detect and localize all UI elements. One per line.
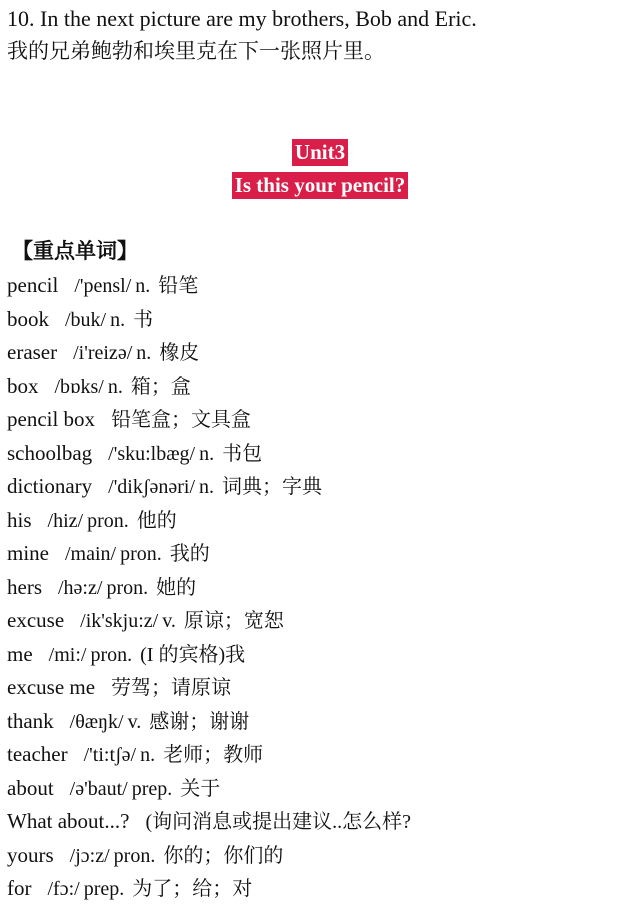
vocab-item	[7, 337, 633, 371]
vocab-word: box	[7, 373, 39, 398]
vocab-item	[7, 672, 633, 706]
vocab-item	[7, 471, 633, 505]
vocab-meaning: 橡皮	[159, 342, 200, 364]
vocab-word: pencil	[7, 273, 59, 297]
vocab-word: What about...?	[7, 809, 130, 833]
vocab-meaning: 书包	[222, 442, 263, 465]
vocab-meaning: 箱；盒	[130, 375, 191, 398]
vocab-phonetic: /'pensl/	[74, 275, 132, 297]
vocab-word: me	[7, 641, 33, 666]
vocab-part-of-speech: n.	[199, 442, 215, 465]
vocab-word: excuse	[7, 608, 65, 632]
vocab-word: book	[7, 306, 49, 331]
vocab-item	[7, 404, 633, 438]
vocab-part-of-speech: n.	[110, 308, 126, 331]
vocab-part-of-speech: n.	[199, 476, 215, 498]
vocab-item	[7, 538, 633, 572]
unit-subtitle-block	[0, 172, 640, 199]
vocab-item	[7, 840, 633, 874]
unit-title: Unit3	[292, 139, 348, 166]
vocab-word: hers	[7, 574, 42, 599]
vocab-word: dictionary	[7, 474, 93, 498]
vocab-word: his	[7, 507, 32, 532]
vocab-meaning: 书	[133, 308, 154, 331]
vocab-meaning: 他的	[136, 509, 177, 532]
vocab-phonetic: /main/	[65, 543, 117, 565]
vocab-part-of-speech: pron.	[87, 509, 129, 532]
vocab-meaning: 关于	[180, 777, 221, 800]
vocab-phonetic: /hə:z/	[58, 576, 103, 599]
vocab-meaning: 为了；给；对	[132, 878, 253, 900]
vocab-item	[7, 739, 633, 773]
vocab-meaning: 劳驾；请原谅	[111, 677, 232, 699]
vocab-phonetic: /'sku:lbæg/	[108, 442, 196, 465]
vocab-phonetic: /i'reizə/	[73, 342, 133, 364]
example-sentence-chinese: 我的兄弟鲍勃和埃里克在下一张照片里。	[7, 39, 385, 63]
vocab-phonetic: /buk/	[65, 308, 107, 331]
vocab-list	[7, 270, 633, 907]
vocab-item	[7, 505, 633, 539]
vocab-item	[7, 873, 633, 907]
vocab-meaning: 词典；字典	[222, 476, 323, 498]
unit-title-block	[0, 139, 640, 166]
vocab-part-of-speech: pron.	[90, 643, 133, 666]
vocab-word: yours	[7, 842, 54, 867]
section-heading-key-words: 【重点单词】	[12, 239, 138, 263]
vocab-meaning: 老师；教师	[163, 744, 264, 766]
vocab-phonetic: /ə'baut/	[69, 777, 128, 800]
vocab-word: schoolbag	[7, 440, 93, 465]
unit-subtitle: Is this your pencil?	[232, 172, 409, 199]
vocab-meaning: 感谢；谢谢	[149, 710, 250, 733]
vocab-item	[7, 438, 633, 472]
vocab-item	[7, 304, 633, 338]
vocab-item	[7, 639, 633, 673]
vocab-phonetic: /hiz/	[47, 509, 84, 532]
vocab-meaning: (I 的宾格)我	[140, 643, 246, 666]
vocab-word: thank	[7, 708, 54, 733]
vocab-word: eraser	[7, 340, 58, 364]
vocab-meaning: (询问消息或提出建议..怎么样?	[145, 811, 411, 833]
vocab-phonetic: /'dikʃənəri/	[108, 476, 196, 498]
vocab-phonetic: /'ti:tʃə/	[83, 744, 137, 766]
vocab-part-of-speech: pron.	[120, 543, 162, 565]
vocab-part-of-speech: n.	[140, 744, 156, 766]
vocab-phonetic: /mi:/	[48, 643, 87, 666]
vocab-part-of-speech: prep.	[83, 878, 125, 900]
vocab-word: pencil box	[7, 407, 96, 431]
vocab-phonetic: /bɒks/	[54, 375, 104, 398]
example-sentence-english: 10. In the next picture are my brothers, Bob and Eric.	[7, 6, 477, 31]
vocab-meaning: 原谅；宽恕	[183, 610, 284, 632]
vocab-meaning: 我的	[169, 543, 210, 565]
vocab-item	[7, 806, 633, 840]
vocab-item	[7, 605, 633, 639]
vocab-phonetic: /fɔ:/	[47, 878, 80, 900]
vocab-item	[7, 773, 633, 807]
vocab-part-of-speech: n.	[107, 375, 123, 398]
vocab-meaning: 铅笔盒；文具盒	[111, 409, 252, 431]
vocab-item	[7, 371, 633, 405]
vocab-meaning: 她的	[156, 576, 197, 599]
vocab-phonetic: /jɔ:z/	[69, 844, 110, 867]
vocab-word: teacher	[7, 742, 68, 766]
vocab-part-of-speech: pron.	[113, 844, 156, 867]
vocab-item	[7, 270, 633, 304]
vocab-part-of-speech: v.	[162, 610, 176, 632]
vocab-meaning: 你的；你们的	[163, 844, 284, 867]
vocab-word: mine	[7, 541, 49, 565]
vocab-phonetic: /ik'skju:z/	[80, 610, 159, 632]
vocab-phonetic: /θæŋk/	[69, 710, 124, 733]
vocab-part-of-speech: pron.	[106, 576, 149, 599]
vocab-part-of-speech: n.	[135, 275, 151, 297]
vocab-part-of-speech: prep.	[131, 777, 173, 800]
vocab-item	[7, 706, 633, 740]
vocab-word: for	[7, 876, 32, 900]
vocab-word: excuse me	[7, 675, 96, 699]
vocab-meaning: 铅笔	[158, 275, 199, 297]
vocab-part-of-speech: v.	[127, 710, 142, 733]
vocab-item	[7, 572, 633, 606]
vocab-part-of-speech: n.	[136, 342, 152, 364]
vocab-word: about	[7, 775, 54, 800]
